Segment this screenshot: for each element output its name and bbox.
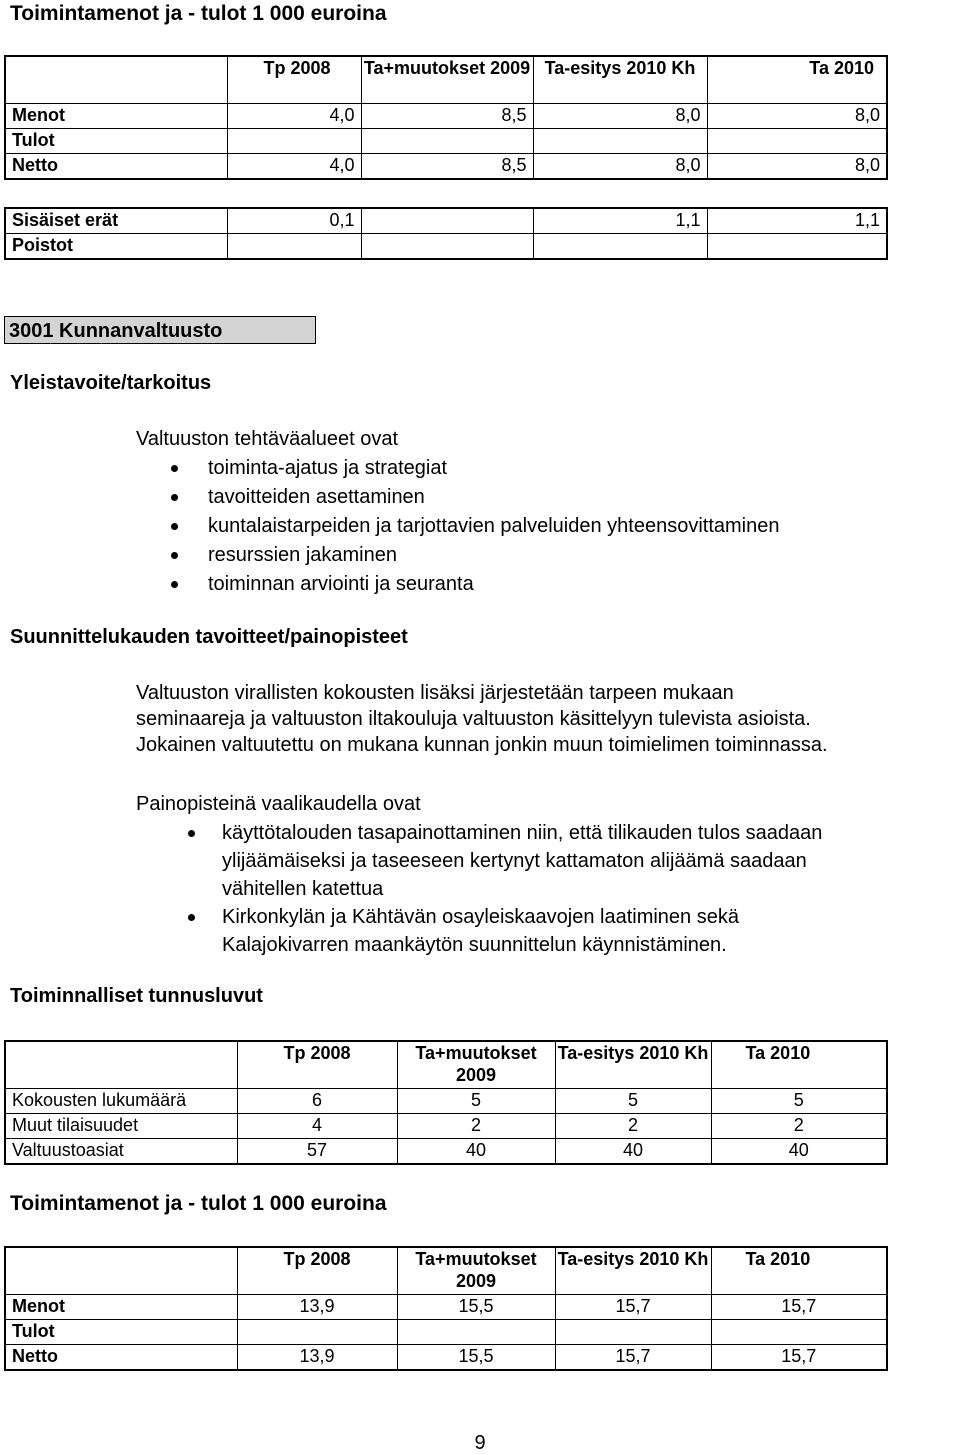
cell: 2 <box>397 1114 555 1139</box>
section-title: Toimintamenot ja - tulot 1 000 euroina <box>10 2 387 25</box>
cell: 4,0 <box>227 154 361 180</box>
header-text: Ta-esitys 2010 Kh <box>557 1043 709 1063</box>
table-header-taesitys2010 <box>555 1041 711 1089</box>
table-header-taesitys2010 <box>555 1247 711 1295</box>
cell: 5 <box>711 1089 887 1114</box>
table-row <box>5 129 887 154</box>
table-header-blank <box>5 1247 237 1295</box>
header-text: Ta-esitys 2010 Kh <box>557 1249 709 1269</box>
row-label: Menot <box>5 1295 237 1320</box>
table-row <box>5 1114 887 1139</box>
cell: 15,5 <box>397 1295 555 1320</box>
row-label: Muut tilaisuudet <box>5 1114 237 1139</box>
cell <box>707 129 887 154</box>
header-text: Ta+muutokset 2009 <box>363 58 531 78</box>
table-header-tp2008: Tp 2008 <box>227 56 361 104</box>
table-header-ta2010: Ta 2010 <box>711 1247 887 1295</box>
header-text: Ta-esitys 2010 Kh <box>544 58 696 78</box>
table-header-ta2010: Ta 2010 <box>707 56 887 104</box>
cell <box>533 129 707 154</box>
header-text: Ta+muutokset 2009 <box>415 1249 537 1291</box>
list-item <box>166 819 822 903</box>
cell: 2 <box>711 1114 887 1139</box>
cell: 8,0 <box>533 154 707 180</box>
paragraph-line: Jokainen valtuutettu on mukana kunnan jonkin muun toimielimen toiminnassa. <box>136 734 828 756</box>
cell: 40 <box>555 1139 711 1165</box>
cell: 15,7 <box>555 1295 711 1320</box>
page-number: 9 <box>474 1432 486 1454</box>
row-label: Poistot <box>5 234 227 260</box>
cell <box>361 129 533 154</box>
cell: 8,0 <box>854 155 880 175</box>
cell <box>361 208 533 234</box>
table-row <box>5 1089 887 1114</box>
finance-table-1 <box>4 55 888 180</box>
cell: 8,0 <box>533 104 707 129</box>
cell: 8,5 <box>361 154 533 180</box>
table-header-ta2010: Ta 2010 <box>711 1041 887 1089</box>
cell: 1,1 <box>707 208 887 234</box>
cell: 40 <box>788 1140 809 1160</box>
list-item: toiminnan arviointi ja seuranta <box>168 570 779 599</box>
cell: 57 <box>237 1139 397 1165</box>
cell <box>397 1320 555 1345</box>
table-row <box>5 208 887 234</box>
cell: 5 <box>397 1089 555 1114</box>
cell: 8,0 <box>707 104 887 129</box>
cell: 15,5 <box>397 1345 555 1371</box>
cell: 40 <box>397 1139 555 1165</box>
table-header-ta2009 <box>397 1041 555 1089</box>
list-item: toiminta-ajatus ja strategiat <box>168 454 779 483</box>
list-item-line: Kirkonkylän ja Kähtävän osayleiskaavojen laatiminen sekä <box>222 906 739 928</box>
goal-heading: Yleistavoite/tarkoitus <box>10 372 212 394</box>
cell: 4,0 <box>227 104 361 129</box>
list-item: tavoitteiden asettaminen <box>168 483 779 512</box>
row-label: Tulot <box>5 129 227 154</box>
section-title: Toimintamenot ja - tulot 1 000 euroina <box>10 1192 387 1215</box>
cell: 5 <box>555 1089 711 1114</box>
finance-table-2 <box>4 207 888 260</box>
table-header-taesitys2010 <box>533 56 707 104</box>
priorities-intro: Painopisteinä vaalikaudella ovat <box>136 793 421 815</box>
table-header-blank <box>5 1041 237 1089</box>
table-row <box>5 1295 887 1320</box>
cell <box>711 1320 887 1345</box>
cell: 15,7 <box>781 1346 817 1366</box>
cell <box>227 129 361 154</box>
list-item-line: käyttötalouden tasapainottaminen niin, että tilikauden tulos saadaan <box>222 822 823 844</box>
unit-title: 3001 Kunnanvaltuusto <box>4 316 316 344</box>
finance-table-3 <box>4 1246 888 1371</box>
table-row <box>5 154 887 180</box>
cell <box>707 234 887 260</box>
paragraph-line: seminaareja ja valtuuston iltakouluja valtuuston käsittelyyn tulevista asioista. <box>136 708 811 730</box>
table-row <box>5 1345 887 1371</box>
goal-list <box>168 454 779 599</box>
cell: 1,1 <box>533 208 707 234</box>
priorities-list <box>166 819 822 959</box>
row-label: Valtuustoasiat <box>5 1139 237 1165</box>
kpi-table <box>4 1040 888 1165</box>
table-header-tp2008: Tp 2008 <box>237 1247 397 1295</box>
list-item: kuntalaistarpeiden ja tarjottavien palveluiden yhteensovittaminen <box>168 512 779 541</box>
cell: 8,5 <box>361 104 533 129</box>
cell: 13,9 <box>237 1345 397 1371</box>
targets-paragraph <box>136 680 828 758</box>
list-item-line: ylijäämäiseksi ja taseeseen kertynyt kattamaton alijäämä saadaan <box>222 850 807 872</box>
list-item-line: vähitellen katettua <box>222 878 384 900</box>
kpi-heading: Toiminnalliset tunnusluvut <box>10 985 263 1007</box>
cell <box>227 234 361 260</box>
cell: 15,7 <box>711 1295 887 1320</box>
cell <box>555 1320 711 1345</box>
cell: 4 <box>237 1114 397 1139</box>
cell <box>361 234 533 260</box>
cell <box>237 1320 397 1345</box>
table-header-blank <box>5 56 227 104</box>
header-text: Ta+muutokset 2009 <box>415 1043 537 1085</box>
cell: 13,9 <box>237 1295 397 1320</box>
list-item: resurssien jakaminen <box>168 541 779 570</box>
paragraph-line: Valtuuston virallisten kokousten lisäksi järjestetään tarpeen mukaan <box>136 682 734 704</box>
table-header-ta2009 <box>397 1247 555 1295</box>
list-item-line: Kalajokivarren maankäytön suunnittelun käynnistäminen. <box>222 934 727 956</box>
row-label: Netto <box>5 154 227 180</box>
cell <box>533 234 707 260</box>
targets-heading: Suunnittelukauden tavoitteet/painopisteet <box>10 626 408 648</box>
row-label: Sisäiset erät <box>5 208 227 234</box>
table-header-ta2009 <box>361 56 533 104</box>
table-header-tp2008: Tp 2008 <box>237 1041 397 1089</box>
list-item <box>166 903 822 959</box>
cell: 15,7 <box>555 1345 711 1371</box>
table-row <box>5 1139 887 1165</box>
table-row <box>5 234 887 260</box>
row-label: Netto <box>5 1345 237 1371</box>
table-row <box>5 104 887 129</box>
cell: 0,1 <box>227 208 361 234</box>
table-row <box>5 1320 887 1345</box>
cell: 2 <box>555 1114 711 1139</box>
cell: 6 <box>237 1089 397 1114</box>
goal-intro: Valtuuston tehtäväalueet ovat <box>136 428 399 450</box>
row-label: Kokousten lukumäärä <box>5 1089 237 1114</box>
row-label: Menot <box>5 104 227 129</box>
row-label: Tulot <box>5 1320 237 1345</box>
